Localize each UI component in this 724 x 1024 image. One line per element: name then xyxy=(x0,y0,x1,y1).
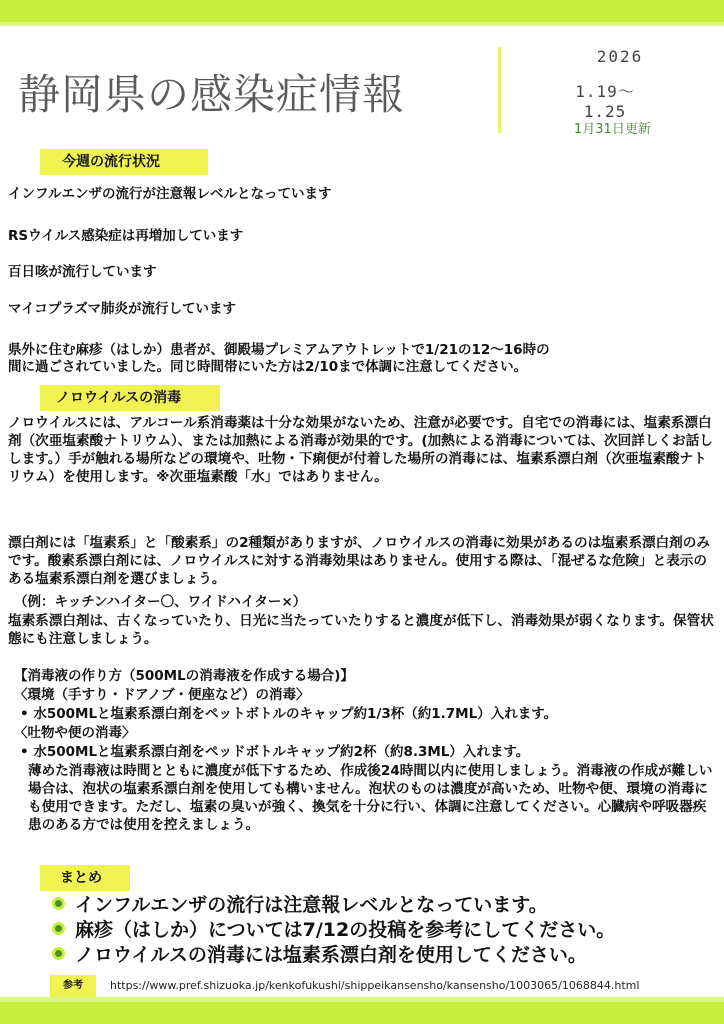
norovirus-heading: ノロウイルスの消毒 xyxy=(40,385,220,411)
measles-notice-line2: 間に過ごされていました。同じ時間帯にいた方は2/10まで体調に注意してください。 xyxy=(8,359,528,375)
recipe-env-item: • 水500MLと塩素系漂白剤をペットボトルのキャップ約1/3杯（約1.7ML）入れます。 xyxy=(20,706,558,722)
recipe-vomit-item: • 水500MLと塩素系漂白剤をペッドボトルキャップ約2杯（約8.3ML）入れます。 xyxy=(20,744,530,760)
summary-item-text: ノロウイルスの消毒には塩素系漂白剤を使用してください。 xyxy=(75,944,587,966)
weekly-item-mycoplasma: マイコプラズマ肺炎が流行しています xyxy=(8,301,237,317)
recipe-title: 【消毒液の作り方（500MLの消毒液を作成する場合)】 xyxy=(14,668,354,684)
weekly-item-rsv: RSウイルス感染症は再増加しています xyxy=(8,228,244,244)
summary-heading: まとめ xyxy=(40,865,130,891)
header-divider xyxy=(498,47,501,133)
recipe-vomit-heading: 〈吐物や便の消毒〉 xyxy=(14,725,136,741)
summary-item-text: インフルエンザの流行は注意報レベルとなっています。 xyxy=(75,894,548,916)
bottom-accent-bar xyxy=(0,1002,724,1024)
summary-item-influenza xyxy=(52,893,548,917)
bullet-icon xyxy=(52,947,65,960)
top-accent-bar xyxy=(0,0,724,22)
norovirus-paragraph-2: 漂白剤には「塩素系」と「酸素系」の2種類がありますが、ノロウイルスの消毒に効果があるのは塩素系漂白剤のみです。酸素系漂白剤には、ノロウイルスに対する消毒効果はありません。使用する際は、「混ぜるな危険」と表示のある塩素系漂白剤を選びましょう。 xyxy=(8,535,710,587)
norovirus-example: （例：キッチンハイター〇、ワイドハイター×） xyxy=(14,594,307,610)
updated-date: 1月31日更新 xyxy=(574,122,651,137)
report-year: 2026 xyxy=(596,47,644,66)
weekly-status-heading: 今週の流行状況 xyxy=(40,149,208,175)
recipe-env-heading: 〈環境（手すり・ドアノブ・便座など）の消毒〉 xyxy=(14,687,310,703)
summary-item-measles xyxy=(52,918,615,942)
summary-item-norovirus xyxy=(52,943,587,967)
report-date-range: 1.19～1.25 xyxy=(575,82,635,121)
summary-item-text: 麻疹（はしか）については7/12の投稿を参考にしてください。 xyxy=(75,919,616,941)
measles-notice-line1: 県外に住む麻疹（はしか）患者が、御殿場プレミアムアウトレットで1/21の12〜16時の xyxy=(8,342,550,358)
reference-label: 参考 xyxy=(50,975,96,997)
page-title: 静岡県の感染症情報 xyxy=(18,70,406,119)
norovirus-paragraph-3: 塩素系漂白剤は、古くなっていたり、日光に当たっていたりすると濃度が低下し、消毒効果が弱くなります。保管状態にも注意しましょう。 xyxy=(8,613,714,647)
weekly-item-influenza: インフルエンザの流行が注意報レベルとなっています xyxy=(8,186,332,202)
recipe-note: 薄めた消毒液は時間とともに濃度が低下するため、作成後24時間以内に使用しましょう。消毒液の作成が難しい場合は、泡状の塩素系漂白剤を使用しても構いません。泡状のものは濃度が高いため、吐物や便、環境の消毒にも使用できます。ただし、塩素の臭いが強く、換気を十分に行い、体調に注意してください。心臓病や呼吸器疾患のある方では使用を控えましょう。 xyxy=(28,763,713,833)
reference-url-link[interactable]: https://www.pref.shizuoka.jp/kenkofukushi/shippeikansensho/kansensho/1003065/1068844.html xyxy=(110,979,640,992)
weekly-item-pertussis: 百日咳が流行しています xyxy=(8,264,157,280)
norovirus-paragraph-1: ノロウイルスには、アルコール系消毒薬は十分な効果がないため、注意が必要です。自宅での消毒には、塩素系漂白剤（次亜塩素酸ナトリウム）、または加熱による消毒が効果的です。(加熱による消毒については、次回詳しくお話しします。）手が触れる場所などの環境や、吐物・下痢便が付着した場所の消毒には、塩素系漂白剤（次亜塩素酸ナトリウム）を使用します。※次亜塩素酸「水」ではありません。 xyxy=(8,415,713,485)
bullet-icon xyxy=(52,922,65,935)
bullet-icon xyxy=(52,897,65,910)
